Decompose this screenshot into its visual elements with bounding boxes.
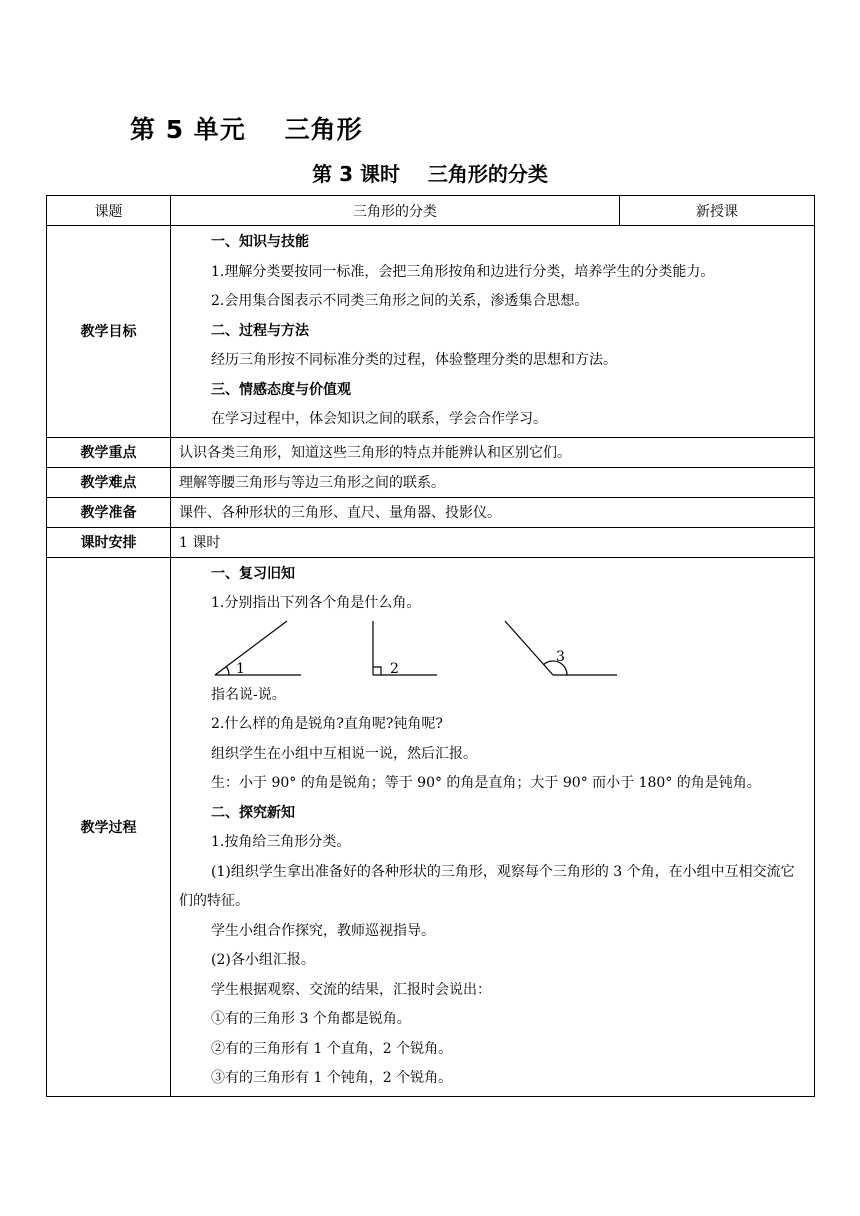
- process-line-7: (1)组织学生拿出准备好的各种形状的三角形，观察每个三角形的 3 个角，在小组中互相交流它们的特征。: [179, 863, 795, 909]
- angle-label-1: 1: [236, 660, 245, 677]
- difficulties-text: 理解等腰三角形与等边三角形之间的联系。: [171, 467, 815, 497]
- obtuse-angle: [505, 621, 617, 675]
- right-angle: [373, 621, 437, 675]
- process-row: [47, 557, 815, 1096]
- preparation-text: 课件、各种形状的三角形、直尺、量角器、投影仪。: [171, 497, 815, 527]
- process-line-10: 学生根据观察、交流的结果，汇报时会说出：: [211, 981, 491, 998]
- process-heading-2: 二、探究新知: [211, 804, 295, 821]
- angle-label-2: 2: [390, 660, 399, 677]
- difficulties-label: 教学难点: [47, 467, 171, 497]
- objectives-content: [171, 226, 815, 438]
- lesson-type: 新授课: [620, 196, 815, 226]
- process-heading-1: 一、复习旧知: [211, 565, 295, 582]
- key-points-text: 认识各类三角形，知道这些三角形的特点并能辨认和区别它们。: [171, 437, 815, 467]
- angles-diagram: [179, 619, 819, 681]
- objectives-label: 教学目标: [47, 226, 171, 438]
- process-line-3: 2.什么样的角是锐角?直角呢?钝角呢?: [211, 716, 443, 732]
- objectives-row: [47, 226, 815, 438]
- lesson-title: 第 3 课时 三角形的分类: [312, 162, 548, 186]
- objectives-item-3: 经历三角形按不同标准分类的过程，体验整理分类的思想和方法。: [211, 352, 617, 368]
- schedule-text: 1 课时: [171, 527, 815, 557]
- objectives-item-1: 1.理解分类要按同一标准，会把三角形按角和边进行分类，培养学生的分类能力。: [211, 263, 715, 280]
- process-line-8: 学生小组合作探究，教师巡视指导。: [211, 922, 435, 939]
- objectives-heading-2: 二、过程与方法: [211, 322, 309, 339]
- acute-angle: [215, 621, 301, 675]
- angle-label-3: 3: [556, 648, 565, 665]
- objectives-item-2: 2.会用集合图表示不同类三角形之间的关系，渗透集合思想。: [211, 293, 589, 309]
- process-line-1: 1.分别指出下列各个角是什么角。: [211, 595, 421, 611]
- angles-figure: [179, 619, 808, 681]
- header-row: [47, 196, 815, 226]
- process-line-9: (2)各小组汇报。: [211, 952, 315, 968]
- process-content: [171, 557, 815, 1096]
- process-line-13: ③有的三角形有 1 个钝角，2 个锐角。: [211, 1070, 453, 1086]
- schedule-label: 课时安排: [47, 527, 171, 557]
- lesson-plan-table: [46, 195, 815, 1097]
- process-line-6: 1.按角给三角形分类。: [211, 834, 351, 850]
- objectives-heading-3: 三、情感态度与价值观: [211, 381, 351, 398]
- process-line-5: 生：小于 90° 的角是锐角；等于 90° 的角是直角；大于 90° 而小于 180° 的角是钝角。: [211, 775, 761, 791]
- difficulties-row: [47, 467, 815, 497]
- key-points-row: [47, 437, 815, 467]
- schedule-row: [47, 527, 815, 557]
- objectives-item-4: 在学习过程中，体会知识之间的联系，学会合作学习。: [211, 411, 547, 427]
- preparation-row: [47, 497, 815, 527]
- process-line-11: ①有的三角形 3 个角都是锐角。: [211, 1011, 411, 1027]
- preparation-label: 教学准备: [47, 497, 171, 527]
- process-label: 教学过程: [47, 557, 171, 1096]
- process-line-12: ②有的三角形有 1 个直角，2 个锐角。: [211, 1040, 453, 1057]
- process-line-2: 指名说-说。: [211, 686, 286, 703]
- unit-title: 第 5 单元 三角形: [130, 115, 363, 144]
- header-label: 课题: [47, 196, 171, 226]
- objectives-heading-1: 一、知识与技能: [211, 234, 309, 250]
- key-points-label: 教学重点: [47, 437, 171, 467]
- lesson-topic: 三角形的分类: [171, 196, 620, 226]
- process-line-4: 组织学生在小组中互相说一说，然后汇报。: [211, 745, 477, 762]
